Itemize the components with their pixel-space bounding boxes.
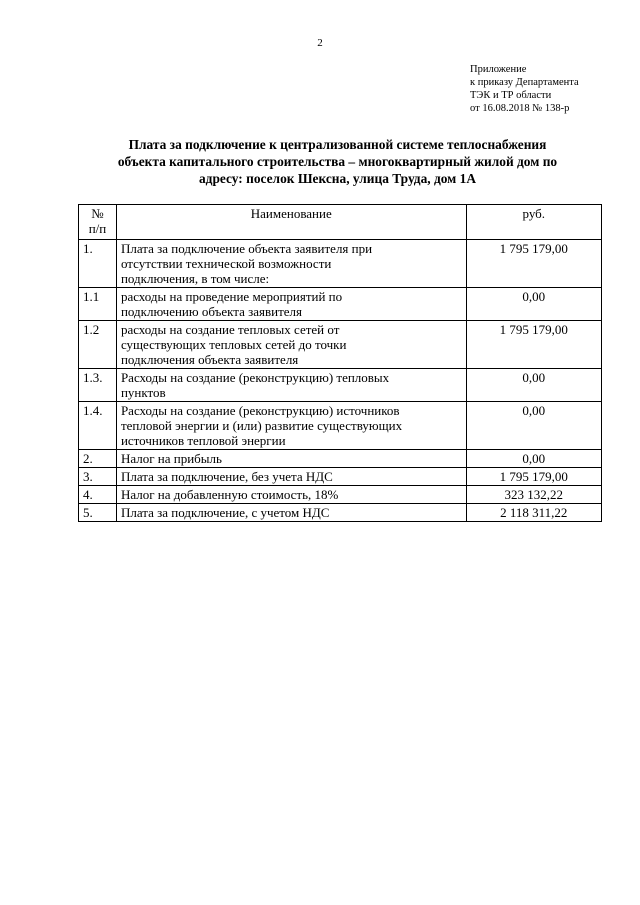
appendix-line: Приложение [470,64,527,75]
table-row [79,504,602,522]
table-row [79,321,602,369]
row-name-line: Плата за подключение объекта заявителя при [120,241,373,256]
row-number: 1.3. [79,369,117,402]
title-line: Плата за подключение к централизованной системе теплоснабжения [128,137,547,152]
header-number-abbr: п/п [88,221,107,236]
document-title [70,136,605,187]
row-name [116,369,466,402]
table-row [79,240,602,288]
row-name-line: отсутствии технической возможности [120,256,332,271]
page-number: 2 [317,37,323,49]
table-row [79,468,602,486]
fee-table [78,204,602,522]
row-name [116,402,466,450]
header-number [79,205,117,240]
row-number: 1.2 [79,321,117,369]
row-number: 1. [79,240,117,288]
header-name: Наименование [116,205,466,240]
row-name-line: Плата за подключение, без учета НДС [120,469,333,484]
title-line: объекта капитального строительства – многоквартирный жилой дом по [117,154,558,169]
header-amount: руб. [466,205,601,240]
row-name-line: пунктов [120,385,166,400]
appendix-line: к приказу Департамента [470,77,579,88]
appendix-line: ТЭК и ТР области [470,90,552,101]
row-number: 2. [79,450,117,468]
row-amount: 2 118 311,22 [466,504,601,522]
row-name [116,288,466,321]
row-amount: 1 795 179,00 [466,321,601,369]
row-amount: 0,00 [466,288,601,321]
row-name-line: подключения, в том числе: [120,271,270,286]
row-name [116,321,466,369]
appendix-note [470,63,579,115]
row-name-line: Расходы на создание (реконструкцию) тепловых [120,370,390,385]
table-row [79,288,602,321]
row-name [116,468,466,486]
row-name-line: Налог на прибыль [120,451,222,466]
appendix-line: от 16.08.2018 № 138-р [470,103,570,114]
row-name [116,504,466,522]
row-name-line: подключения объекта заявителя [120,352,299,367]
row-amount: 0,00 [466,450,601,468]
title-line: адресу: поселок Шексна, улица Труда, дом 1А [198,171,477,186]
row-amount: 1 795 179,00 [466,240,601,288]
row-name-line: источников тепловой энергии [120,433,286,448]
row-name-line: расходы на проведение мероприятий по [120,289,343,304]
row-amount: 0,00 [466,369,601,402]
row-number: 1.1 [79,288,117,321]
row-amount: 323 132,22 [466,486,601,504]
row-number: 5. [79,504,117,522]
table-row [79,402,602,450]
row-name-line: Расходы на создание (реконструкцию) источников [120,403,400,418]
table-header-row [79,205,602,240]
row-name-line: расходы на создание тепловых сетей от [120,322,340,337]
row-amount: 0,00 [466,402,601,450]
header-number-symbol: № [91,206,104,221]
table-row [79,450,602,468]
row-number: 3. [79,468,117,486]
row-name-line: подключению объекта заявителя [120,304,303,319]
row-name [116,240,466,288]
row-name-line: Плата за подключение, с учетом НДС [120,505,330,520]
row-name-line: Налог на добавленную стоимость, 18% [120,487,339,502]
row-number: 1.4. [79,402,117,450]
table-row [79,369,602,402]
row-number: 4. [79,486,117,504]
row-amount: 1 795 179,00 [466,468,601,486]
row-name [116,486,466,504]
row-name [116,450,466,468]
row-name-line: тепловой энергии и (или) развитие существующих [120,418,403,433]
row-name-line: существующих тепловых сетей до точки [120,337,347,352]
table-row [79,486,602,504]
